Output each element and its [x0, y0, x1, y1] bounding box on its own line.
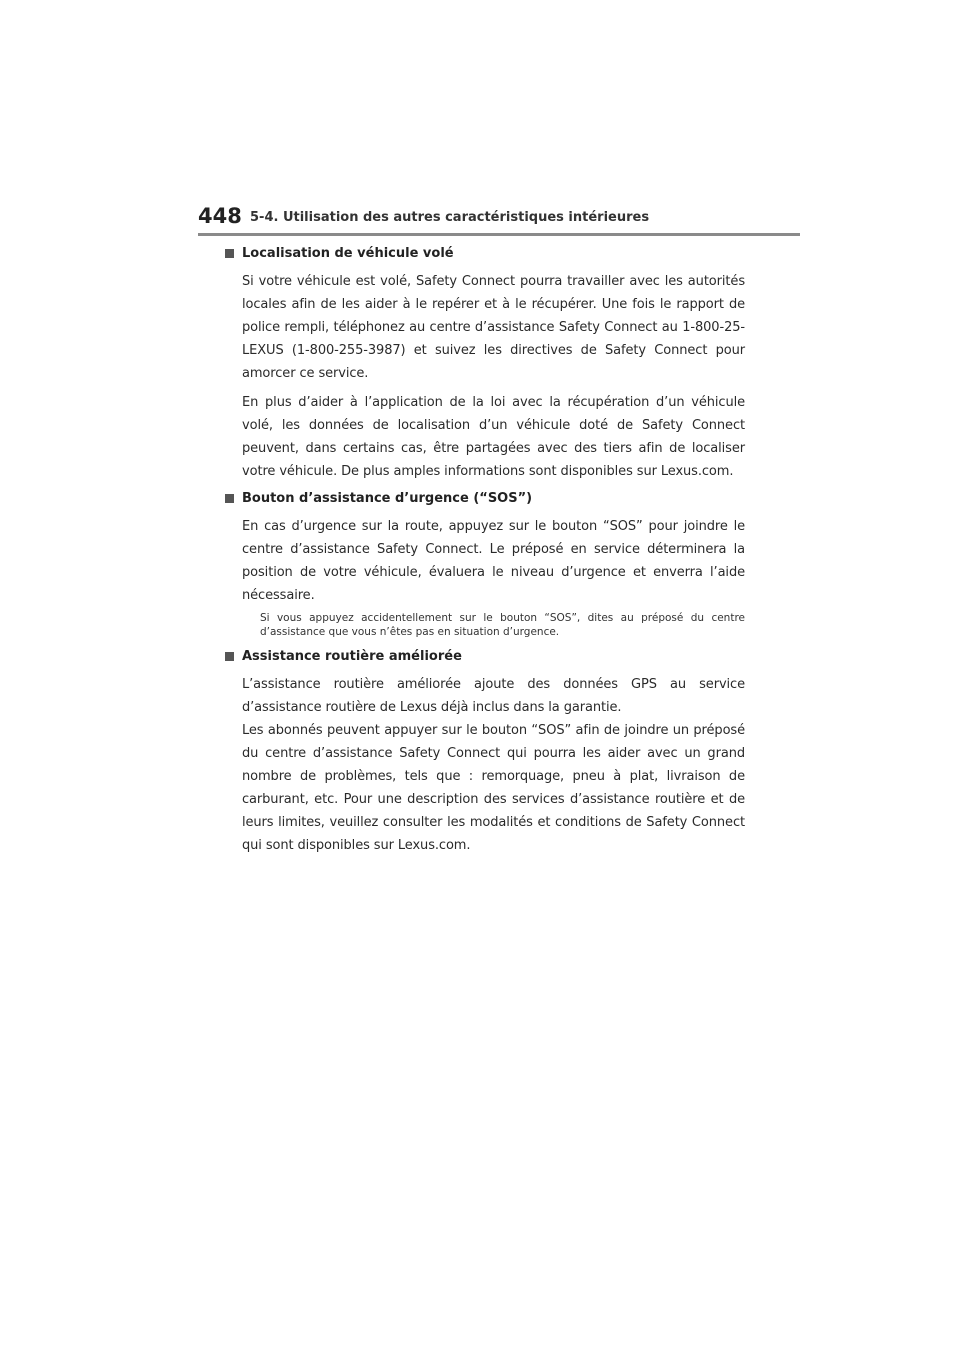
section-emergency-button	[225, 489, 745, 639]
page-content	[225, 244, 745, 863]
page-header	[198, 203, 800, 237]
heading-text: Localisation de véhicule volé	[242, 246, 454, 261]
paragraph: En plus d’aider à l’application de la loi avec la récupération d’un véhicule volé, les données de localisation d’un véhicule doté de Safety Connect peuvent, dans certains cas, être partagées avec des tiers afin de localiser votre véhicule. De plus amples informations sont disponibles sur Lexus.com.	[242, 395, 745, 479]
paragraph: Si votre véhicule est volé, Safety Connect pourra travailler avec les autorités locales afin de les aider à le repérer et à le récupérer. Une fois le rapport de police rempli, téléphonez au centre d’assistance Safety Connect au 1-800-25-LEXUS (1-800-255-3987) et suivez les directives de Safety Connect pour amorcer ce service.	[242, 274, 745, 381]
section-stolen-vehicle-location	[225, 244, 745, 483]
section-heading	[225, 244, 745, 264]
paragraph: L’assistance routière améliorée ajoute des données GPS au service d’assistance routière de Lexus déjà inclus dans la garantie.	[242, 677, 745, 715]
square-bullet-icon	[225, 494, 234, 503]
section-heading	[225, 647, 745, 667]
paragraph: Les abonnés peuvent appuyer sur le bouton “SOS” afin de joindre un préposé du centre d’assistance Safety Connect qui pourra les aider avec un grand nombre de problèmes, tels que : remorquage, pneu à plat, livraison de carburant, etc. Pour une description des services d’assistance routière et de leurs limites, veuillez consulter les modalités et conditions de Safety Connect qui sont disponibles sur Lexus.com.	[242, 723, 745, 853]
page-number: 448	[198, 204, 242, 228]
section-title: 5-4. Utilisation des autres caractéristiques intérieures	[250, 210, 650, 225]
square-bullet-icon	[225, 652, 234, 661]
heading-text: Assistance routière améliorée	[242, 649, 462, 664]
header-divider	[198, 233, 800, 236]
heading-text: Bouton d’assistance d’urgence (“SOS”)	[242, 491, 533, 506]
section-heading	[225, 489, 745, 509]
square-bullet-icon	[225, 249, 234, 258]
note-text: Si vous appuyez accidentellement sur le bouton “SOS”, dites au préposé du centre d’assistance que vous n’êtes pas en situation d’urgence.	[260, 612, 745, 638]
section-enhanced-roadside-assistance	[225, 647, 745, 857]
paragraph: En cas d’urgence sur la route, appuyez sur le bouton “SOS” pour joindre le centre d’assistance Safety Connect. Le préposé en service déterminera la position de votre véhicule, évaluera le niveau d’urgence et enverra l’aide nécessaire.	[242, 519, 745, 603]
